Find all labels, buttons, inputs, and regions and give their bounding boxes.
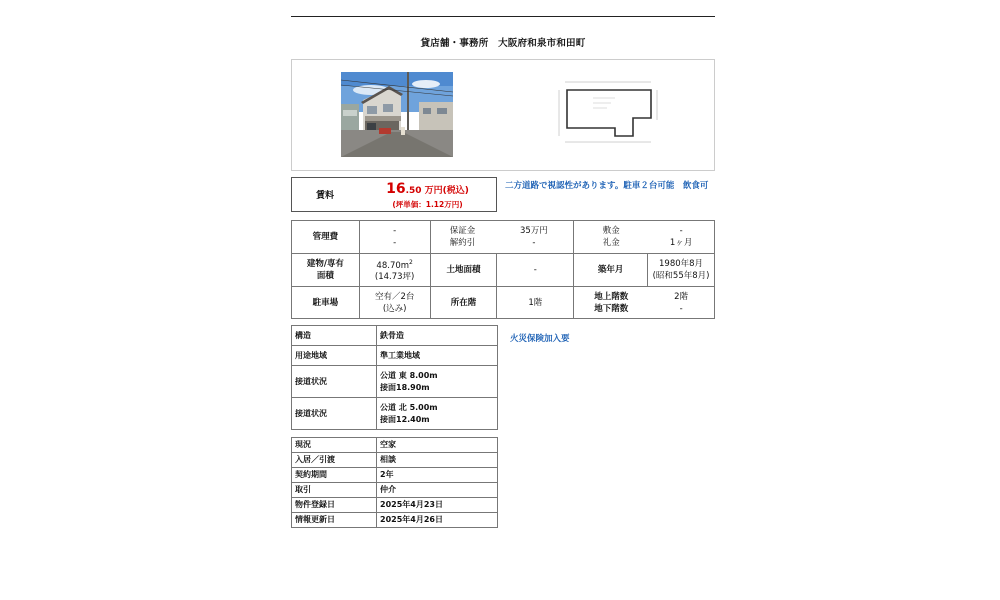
- parking-value-1: 空有／2台: [374, 291, 415, 302]
- below-label: 地下階数: [594, 303, 629, 314]
- terms-row: [292, 498, 498, 513]
- road1-line2: 接面18.90m: [380, 382, 430, 392]
- property-photo[interactable]: [341, 72, 453, 157]
- shikikin-value: -: [679, 226, 683, 236]
- structure-label: 構造: [292, 326, 377, 346]
- terms-row: [292, 513, 498, 528]
- cancellation-label: 解約引: [449, 238, 476, 248]
- above-label: 地上階数: [594, 291, 629, 302]
- status-label: 現況: [292, 438, 377, 453]
- terms-row: [292, 453, 498, 468]
- deposit-label: 保証金: [449, 226, 476, 236]
- reikin-label: 礼金: [602, 238, 620, 248]
- summary-row: [292, 221, 715, 254]
- rent-price: [360, 181, 495, 197]
- management-fee-value: [359, 221, 430, 254]
- contract-value: 2年: [377, 468, 498, 483]
- shikikin-label: 敷金: [602, 226, 620, 236]
- area-label-2: 面積: [316, 271, 334, 281]
- catch-copy: 二方道路で視認性があります。駐車２台可能 飲食可: [505, 181, 709, 191]
- area-label-1: 建物/専有: [306, 259, 344, 269]
- fire-insurance-note: 火災保険加入要: [510, 334, 570, 344]
- road1-label: 接道状況: [292, 366, 377, 398]
- above-value: 2階: [674, 291, 689, 302]
- terms-table: [291, 437, 498, 528]
- parking-value-2: (込み): [382, 303, 407, 314]
- rent-price-minor: .50: [405, 186, 422, 196]
- parking-value: [359, 287, 430, 319]
- road2-line2: 接面12.40m: [380, 414, 430, 424]
- terms-row: [292, 468, 498, 483]
- management-fee-value-1: -: [393, 226, 397, 236]
- deposit-cell: [430, 221, 574, 254]
- road2-value: [377, 398, 498, 430]
- movein-label: 入居／引渡: [292, 453, 377, 468]
- summary-row: [292, 287, 715, 319]
- shikikin-cell: [574, 221, 715, 254]
- terms-row: [292, 438, 498, 453]
- details-row: [292, 326, 498, 346]
- rent-price-unit: 万円(税込): [424, 186, 469, 196]
- area-tsubo: (14.73坪): [374, 272, 415, 283]
- built-value: [648, 254, 715, 287]
- rent-label: 賃料: [315, 191, 334, 201]
- deposit-value: 35万円: [519, 226, 548, 236]
- built-value-1: 1980年8月: [659, 259, 704, 269]
- registered-value: 2025年4月23日: [377, 498, 498, 513]
- parking-label: 駐車場: [292, 287, 360, 319]
- deal-value: 仲介: [377, 483, 498, 498]
- area-value: [359, 254, 430, 287]
- zoning-value: 準工業地域: [377, 346, 498, 366]
- structure-value: 鉄骨造: [377, 326, 498, 346]
- area-label: [292, 254, 360, 287]
- details-row: [292, 398, 498, 430]
- management-fee-label: 管理費: [292, 221, 360, 254]
- tsubo-price: (坪単価：1.12万円): [392, 200, 463, 209]
- summary-row: [292, 254, 715, 287]
- below-value: -: [679, 303, 683, 314]
- zoning-label: 用途地域: [292, 346, 377, 366]
- floor-value: 1階: [497, 287, 574, 319]
- details-row: [292, 366, 498, 398]
- updated-value: 2025年4月26日: [377, 513, 498, 528]
- page-title: 貸店舗・事務所 大阪府和泉市和田町: [420, 38, 586, 49]
- built-value-2: (昭和55年8月): [652, 271, 710, 281]
- movein-value: 相談: [377, 453, 498, 468]
- registered-label: 物件登録日: [292, 498, 377, 513]
- status-value: 空家: [377, 438, 498, 453]
- floor-label: 所在階: [430, 287, 497, 319]
- contract-label: 契約期間: [292, 468, 377, 483]
- top-rule: [291, 16, 715, 17]
- floors-cell: [574, 287, 715, 319]
- cancellation-value: -: [532, 238, 536, 248]
- built-label: 築年月: [574, 254, 648, 287]
- reikin-value: 1ヶ月: [669, 238, 693, 248]
- rent-price-major: 16: [386, 181, 406, 197]
- deal-label: 取引: [292, 483, 377, 498]
- land-label: 土地面積: [430, 254, 497, 287]
- area-sup: 2: [409, 258, 413, 266]
- road1-value: [377, 366, 498, 398]
- floor-plan[interactable]: [555, 76, 661, 148]
- summary-table: [291, 220, 715, 319]
- management-fee-value-2: -: [393, 238, 397, 248]
- road2-line1: 公道 北 5.00m: [380, 402, 438, 412]
- terms-row: [292, 483, 498, 498]
- road1-line1: 公道 東 8.00m: [380, 370, 438, 380]
- land-value: -: [497, 254, 574, 287]
- details-row: [292, 346, 498, 366]
- road2-label: 接道状況: [292, 398, 377, 430]
- details-table: [291, 325, 498, 430]
- area-value-m: 48.70m: [376, 260, 410, 271]
- updated-label: 情報更新日: [292, 513, 377, 528]
